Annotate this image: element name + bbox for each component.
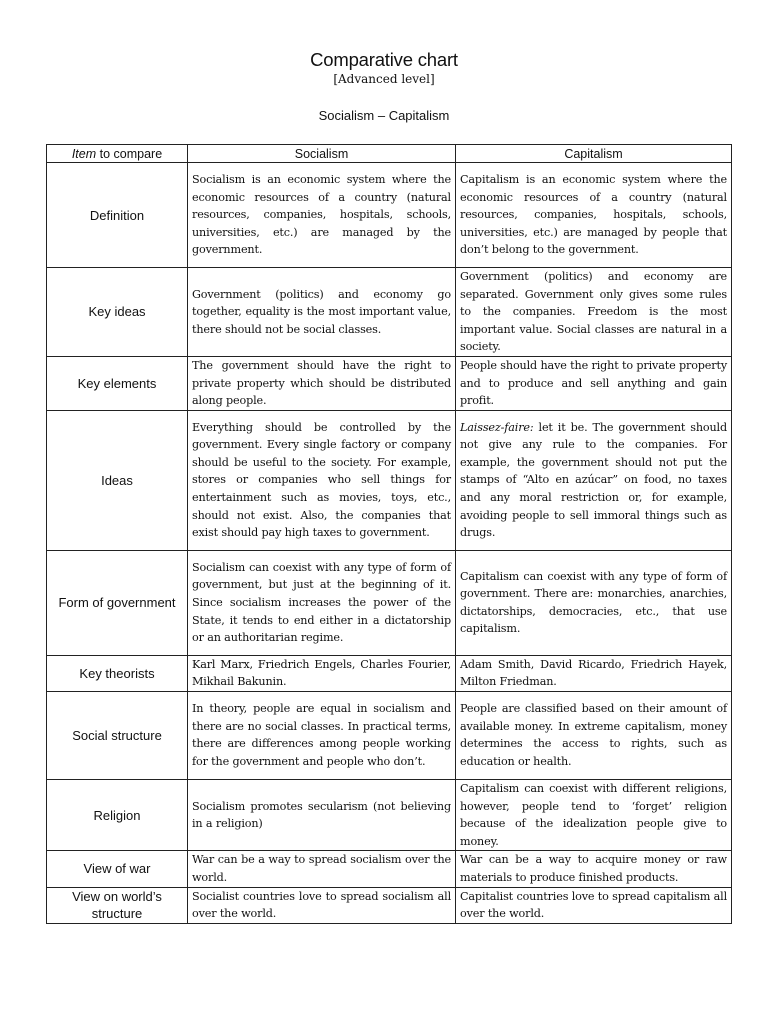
- row-item-label: Form of government: [47, 550, 188, 655]
- socialism-cell: Socialism can coexist with any type of form of government, but just at the beginning of it. Since socialism increases the power of the State, it tends to end either in a dictatorship or an authoritarian regime.: [188, 550, 456, 655]
- socialism-cell: War can be a way to spread socialism over the world.: [188, 851, 456, 887]
- header-item-to-compare: [47, 145, 188, 163]
- row-item-label: Key ideas: [47, 268, 188, 357]
- socialism-cell: Socialism is an economic system where the economic resources of a country (natural resources, companies, hospitals, schools, universities, etc.) are managed by the government.: [188, 163, 456, 268]
- table-row: [47, 410, 732, 550]
- socialism-cell: Karl Marx, Friedrich Engels, Charles Fourier, Mikhail Bakunin.: [188, 655, 456, 691]
- table-header-row: [47, 145, 732, 163]
- capitalism-cell: Government (politics) and economy are separated. Government only gives some rules to the companies. Freedom is the most important value. Social classes are natural in a society.: [456, 268, 732, 357]
- document-heading: Socialism – Capitalism: [318, 108, 450, 123]
- row-item-label: Key theorists: [47, 655, 188, 691]
- socialism-cell: Government (politics) and economy go together, equality is the most important value, there should not be social classes.: [188, 268, 456, 357]
- socialism-cell: Socialism promotes secularism (not believing in a religion): [188, 779, 456, 850]
- capitalism-cell-text: let it be. The government should not give any rule to the companies. For example, the government should not put the stamps of “Alto en azúcar” on food, no taxes and any moral restriction or, for example, avoiding people to sell immoral things such as drugs.: [460, 420, 727, 540]
- comparison-table: [46, 144, 732, 924]
- document-level: [Advanced level]: [333, 72, 435, 86]
- capitalism-cell: Capitalism can coexist with any type of form of government. There are: monarchies, anarchies, dictatorships, democracies, etc., that use capitalism.: [456, 550, 732, 655]
- header-socialism: Socialism: [188, 145, 456, 163]
- capitalism-cell: [456, 410, 732, 550]
- socialism-cell: Socialist countries love to spread socialism all over the world.: [188, 887, 456, 923]
- table-row: [47, 655, 732, 691]
- header-capitalism: Capitalism: [456, 145, 732, 163]
- row-item-label: Religion: [47, 779, 188, 850]
- row-item-label: Definition: [47, 163, 188, 268]
- laissez-faire-term: Laissez-faire:: [460, 420, 534, 434]
- capitalism-cell: War can be a way to acquire money or raw materials to produce finished products.: [456, 851, 732, 887]
- capitalism-cell: Capitalism can coexist with different religions, however, people tend to ‘forget’ religion because of the idealization people give to money.: [456, 779, 732, 850]
- row-item-label: View of war: [47, 851, 188, 887]
- table-row: [47, 163, 732, 268]
- capitalism-cell: Capitalism is an economic system where the economic resources of a country (natural resources, companies, hospitals, schools, universities, etc.) are managed by people that don’t belong to the government.: [456, 163, 732, 268]
- table-row: [47, 887, 732, 923]
- capitalism-cell: People should have the right to private property and to produce and sell anything and gain profit.: [456, 356, 732, 410]
- row-item-label: Ideas: [47, 410, 188, 550]
- header-item-rest: to compare: [96, 146, 163, 161]
- row-item-label: Key elements: [47, 356, 188, 410]
- row-item-label: Social structure: [47, 691, 188, 779]
- socialism-cell: Everything should be controlled by the government. Every single factory or company should be useful to the society. For example, stores or companies who sell things for entertainment such as movies, toys, etc., should not exist. Also, the companies that exist should pay high taxes to government.: [188, 410, 456, 550]
- table-row: [47, 691, 732, 779]
- capitalism-cell: Capitalist countries love to spread capitalism all over the world.: [456, 887, 732, 923]
- row-item-label: View on world’s structure: [47, 887, 188, 923]
- table-row: [47, 356, 732, 410]
- table-row: [47, 779, 732, 850]
- table-row: [47, 851, 732, 887]
- table-row: [47, 268, 732, 357]
- capitalism-cell: People are classified based on their amount of available money. In extreme capitalism, money determines the access to rights, such as education or health.: [456, 691, 732, 779]
- document-title: Comparative chart: [310, 49, 458, 70]
- socialism-cell: In theory, people are equal in socialism and there are no social classes. In practical terms, there are differences among people working for the government and people who don’t.: [188, 691, 456, 779]
- socialism-cell: The government should have the right to private property which should be distributed along people.: [188, 356, 456, 410]
- header-item-italic: Item: [71, 146, 97, 161]
- capitalism-cell: Adam Smith, David Ricardo, Friedrich Hayek, Milton Friedman.: [456, 655, 732, 691]
- table-row: [47, 550, 732, 655]
